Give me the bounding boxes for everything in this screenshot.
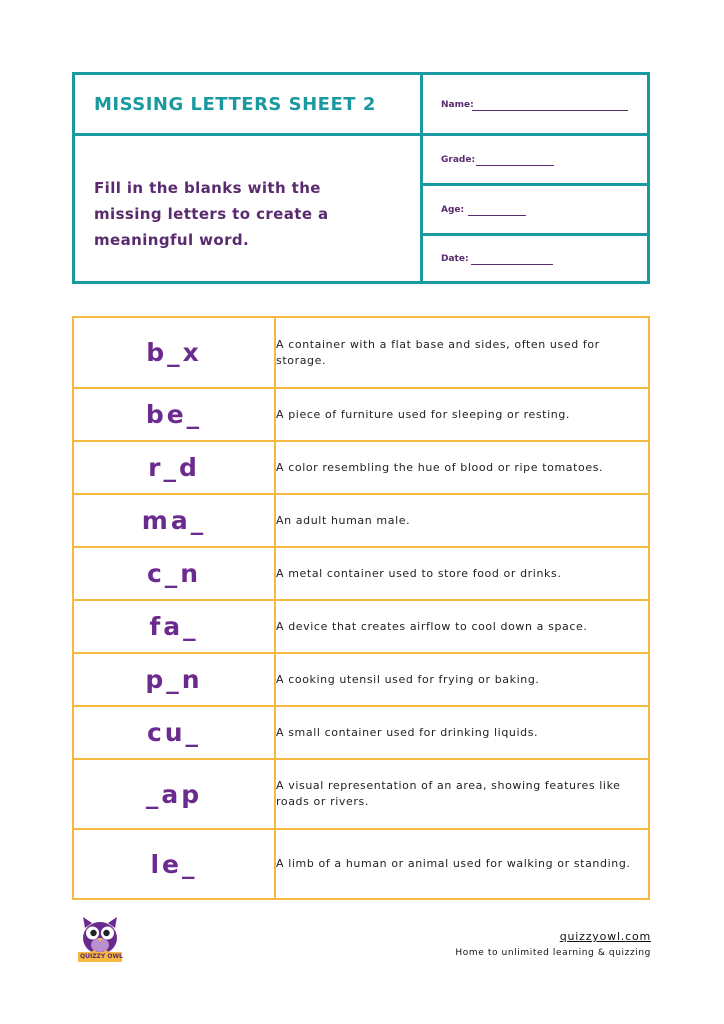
word-definition: An adult human male.: [275, 494, 649, 547]
missing-word[interactable]: b_x: [73, 317, 275, 388]
brand-label: [78, 952, 122, 962]
name-field[interactable]: [423, 75, 647, 136]
missing-word[interactable]: fa_: [73, 600, 275, 653]
age-field[interactable]: [423, 186, 647, 236]
table-row: [73, 441, 649, 494]
table-row: [73, 317, 649, 388]
table-row: [73, 759, 649, 829]
word-definition: A limb of a human or animal used for walking or standing.: [275, 829, 649, 899]
table-row: [73, 388, 649, 441]
word-definition: A metal container used to store food or drinks.: [275, 547, 649, 600]
table-row: [73, 706, 649, 759]
worksheet-title: MISSING LETTERS SHEET 2: [94, 94, 376, 115]
date-field[interactable]: [423, 236, 647, 281]
table-row: [73, 494, 649, 547]
table-row: [73, 600, 649, 653]
missing-word[interactable]: be_: [73, 388, 275, 441]
missing-letters-table: [72, 316, 650, 900]
missing-word[interactable]: le_: [73, 829, 275, 899]
table-row: [73, 653, 649, 706]
missing-word[interactable]: cu_: [73, 706, 275, 759]
worksheet-header: [72, 72, 650, 284]
grade-blank-line: [476, 165, 554, 166]
table-row: [73, 547, 649, 600]
word-definition: A cooking utensil used for frying or baking.: [275, 653, 649, 706]
grade-field[interactable]: [423, 136, 647, 186]
missing-word[interactable]: ma_: [73, 494, 275, 547]
instructions: Fill in the blanks with the missing letters to create a meaningful word.: [94, 179, 329, 249]
age-label: Age:: [441, 205, 465, 215]
missing-word[interactable]: _ap: [73, 759, 275, 829]
word-definition: A container with a flat base and sides, often used for storage.: [275, 317, 649, 388]
title-cell: [75, 75, 420, 136]
word-definition: A visual representation of an area, showing features like roads or rivers.: [275, 759, 649, 829]
age-blank-line: [468, 215, 526, 216]
header-left-panel: [75, 75, 423, 281]
grade-label: Grade:: [441, 155, 476, 165]
missing-word[interactable]: r_d: [73, 441, 275, 494]
word-definition: A small container used for drinking liquids.: [275, 706, 649, 759]
name-blank-line: [472, 110, 628, 111]
date-blank-line: [471, 264, 553, 265]
student-info-panel: [423, 75, 647, 281]
missing-word[interactable]: p_n: [73, 653, 275, 706]
brand-text: QUIZZY OWL: [80, 953, 123, 960]
name-label: Name:: [441, 100, 474, 110]
site-link[interactable]: quizzyowl.com: [559, 930, 651, 943]
date-label: Date:: [441, 254, 469, 264]
table-row: [73, 829, 649, 899]
missing-word[interactable]: c_n: [73, 547, 275, 600]
word-definition: A piece of furniture used for sleeping or resting.: [275, 388, 649, 441]
tagline: Home to unlimited learning & quizzing: [455, 948, 651, 958]
word-definition: A device that creates airflow to cool down a space.: [275, 600, 649, 653]
word-definition: A color resembling the hue of blood or ripe tomatoes.: [275, 441, 649, 494]
